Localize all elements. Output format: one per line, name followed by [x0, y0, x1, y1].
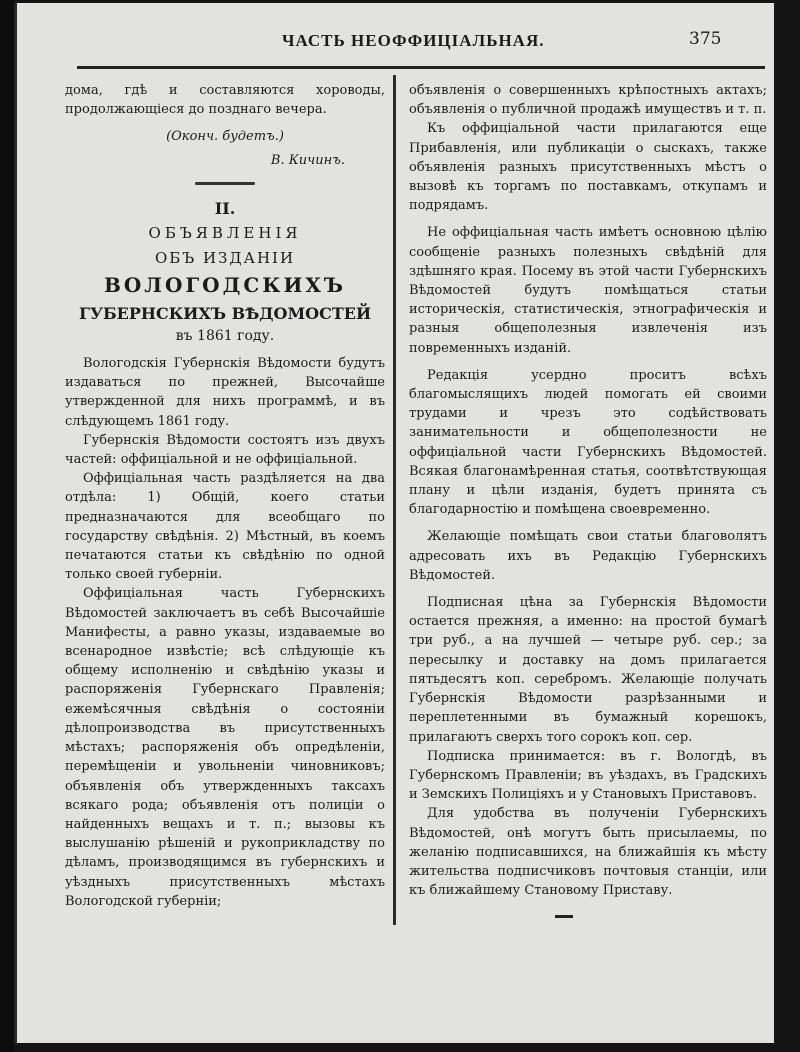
- right-paragraph-5: Желающіе помѣщать свои статьи благоволятъ адресовать ихъ въ Редакцію Губернскихъ Вѣдомостей.: [409, 529, 767, 583]
- continued-text: дома, гдѣ и составляются хороводы, продолжающіеся до позднаго вечера.: [65, 83, 385, 118]
- newspaper-page: [14, 3, 774, 1043]
- heading-gazette: ГУБЕРНСКИХЪ ВѢДОМОСТЕЙ: [78, 303, 372, 323]
- page-number: 375: [689, 29, 722, 49]
- heading-year: въ 1861 году.: [175, 327, 275, 344]
- closing-note: (Оконч. будетъ.): [166, 129, 284, 145]
- page-header: [17, 31, 774, 61]
- end-dash: [555, 915, 573, 918]
- right-column: [409, 81, 767, 900]
- heading-vologda: ВОЛОГОДСКИХЪ: [103, 273, 347, 298]
- heading-about-publication: ОБЪ ИЗДАНІИ: [154, 249, 296, 268]
- left-column: [65, 81, 385, 911]
- right-paragraph-3: Не оффиціальная часть имѣетъ основною цѣлію сообщеніе разныхъ полезныхъ свѣдѣній для здѣшняго края. Посему въ этой части Губернскихъ Вѣдомостей будутъ помѣщаться статьи историческія, статистическія, этнографическія и разныя общеполезныя извлеченія изъ повременныхъ изданій.: [409, 225, 767, 356]
- section-number: II.: [214, 198, 236, 218]
- right-paragraph-6: Подписная цѣна за Губернскія Вѣдомости остается прежняя, а именно: на простой бумагѣ три руб., а на лучшей — четыре руб. сер.; за пересылку и доставку на домъ прилагается пятьдесятъ коп. серебромъ. Желающіе получать Губернскія Вѣдомости разрѣзанными и переплетенными въ бумажный корешокъ, прилагаютъ сверхъ того сорокъ коп. сер.: [409, 595, 767, 745]
- section-title: ЧАСТЬ НЕОФФИЦІАЛЬНАЯ.: [282, 31, 545, 50]
- heading-announcements: ОБЪЯВЛЕНІЯ: [148, 224, 302, 243]
- right-paragraph-8: Для удобства въ полученіи Губернскихъ Вѣдомостей, онѣ могутъ быть присылаемы, по желанію подписавшихся, на ближайшія къ мѣсту жительства подписчиковъ почтовыя станціи, или къ ближайшему Становому Приставу.: [409, 806, 767, 899]
- scan-dark-edge: [0, 0, 14, 1052]
- right-paragraph-7: Подписка принимается: въ г. Вологдѣ, въ Губернскомъ Правленіи; въ уѣздахъ, въ Градскихъ и Земскихъ Полиціяхъ и у Становыхъ Приставовъ.: [409, 748, 767, 803]
- right-paragraph-2: Къ оффиціальной части прилагаются еще Прибавленія, или публикаціи о сыскахъ, также объявленія разныхъ присутственныхъ мѣстъ о вызовѣ къ торгамъ по поставкамъ, откупамъ и подрядамъ.: [409, 121, 767, 214]
- left-paragraph-3: Оффиціальная часть раздѣляется на два отдѣла: 1) Общій, коего статьи предназначаются для всеобщаго по государству свѣдѣнія. 2) Мѣстный, въ коемъ печатаются статьи къ свѣдѣнію по одной только своей губерніи.: [65, 471, 385, 583]
- header-rule: [77, 66, 765, 69]
- ornament-divider: [195, 182, 255, 185]
- column-divider: [393, 75, 396, 925]
- right-paragraph-4: Редакція усердно проситъ всѣхъ благомыслящихъ людей помогать ей своими трудами и чрезъ это содѣйствовать занимательности и общеполезности не оффиціальной части Губернскихъ Вѣдомостей. Всякая благонамѣренная статья, соотвѣтствующая плану и цѣли изданія, будетъ принята съ благодарностію и помѣщена своевременно.: [409, 367, 767, 518]
- left-paragraph-4: Оффиціальная часть Губернскихъ Вѣдомостей заключаетъ въ себѣ Высочайшіе Манифесты, а равно указы, издаваемые во всенародное извѣстіе; всѣ слѣдующіе къ общему исполненію и свѣдѣнію указы и распоряженія Губернскаго Правленія; ежемѣсячныя свѣдѣнія о состояніи дѣлопроизводства въ присутственныхъ мѣстахъ; распоряженія объ опредѣленіи, перемѣщеніи и увольненіи чиновниковъ; объявленія объ утвержденныхъ таксахъ всякаго рода; объявленія отъ полиціи о найденныхъ вещахъ и т. п.; вызовы къ выслушанію рѣшеній и рукоприкладству по дѣламъ, производящимся въ губернскихъ и уѣздныхъ присутственныхъ мѣстахъ Вологодской губерніи;: [65, 586, 385, 909]
- left-paragraph-2: Губернскія Вѣдомости состоятъ изъ двухъ частей: оффиціальной и не оффиціальной.: [65, 432, 385, 468]
- left-paragraph-1: Вологодскія Губернскія Вѣдомости будутъ издаваться по прежней, Высочайше утвержденной для нихъ программѣ, и въ слѣдующемъ 1861 году.: [65, 356, 385, 429]
- right-paragraph-1: объявленія о совершенныхъ крѣпостныхъ актахъ; объявленія о публичной продажѣ имуществъ и т. п.: [409, 83, 767, 118]
- signature: В. Кичинъ.: [270, 152, 345, 168]
